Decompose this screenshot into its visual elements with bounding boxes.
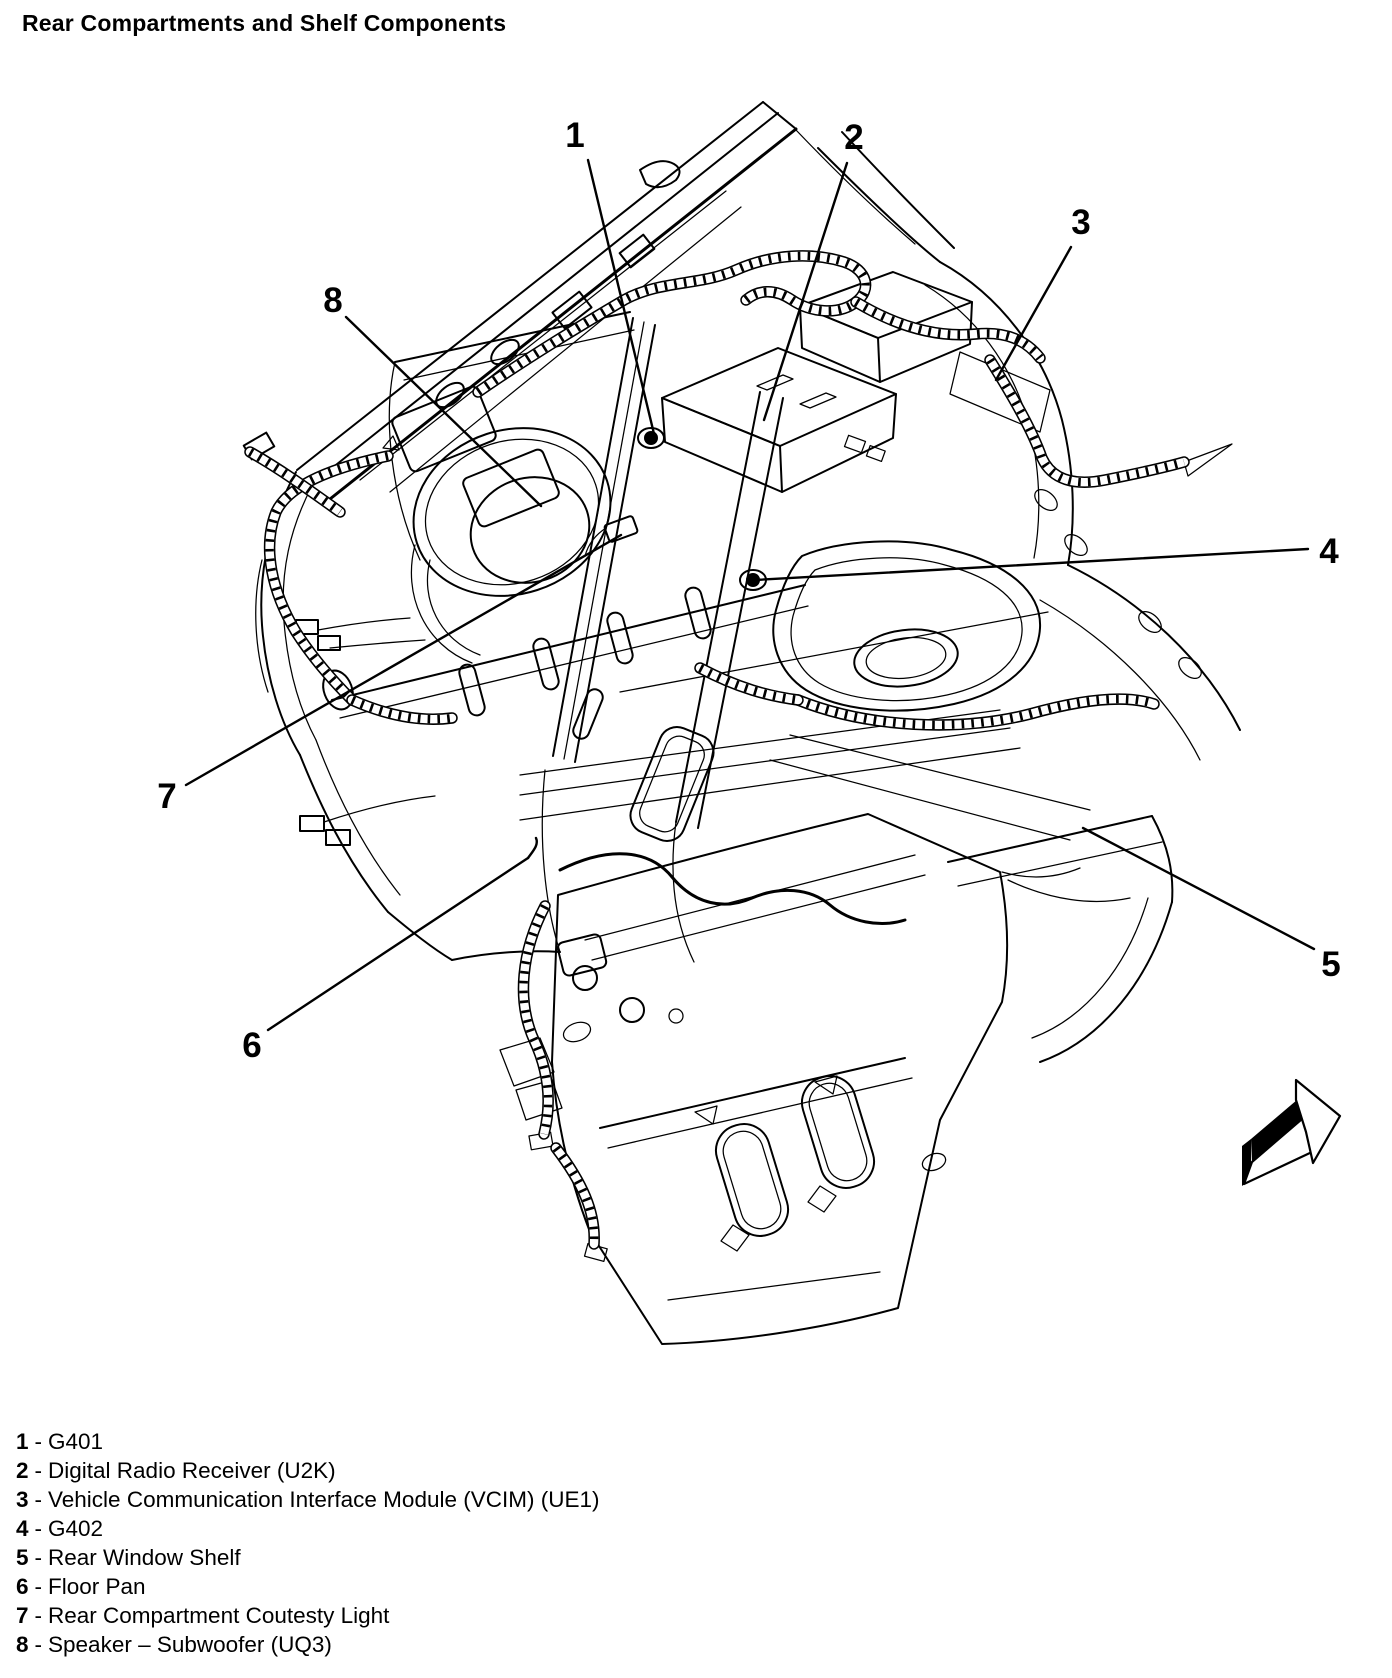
legend-item-5 bbox=[16, 1543, 599, 1572]
leader-hook-6 bbox=[528, 838, 537, 858]
legend-separator: - bbox=[34, 1429, 43, 1454]
legend-item-6 bbox=[16, 1572, 599, 1601]
leader-line-4 bbox=[755, 549, 1308, 580]
legend-item-label: Floor Pan bbox=[48, 1574, 146, 1599]
leader-line-1 bbox=[588, 160, 655, 438]
callout-4 bbox=[755, 532, 1339, 580]
legend-item-label: Rear Compartment Coutesty Light bbox=[48, 1603, 390, 1628]
legend-item-label: Rear Window Shelf bbox=[48, 1545, 241, 1570]
legend-item-number: 7 bbox=[16, 1603, 29, 1628]
legend-separator: - bbox=[34, 1458, 43, 1483]
legend-item-number: 1 bbox=[16, 1429, 29, 1454]
page-title: Rear Compartments and Shelf Components bbox=[22, 10, 507, 36]
legend-separator: - bbox=[34, 1545, 43, 1570]
direction-arrow-icon bbox=[1242, 1080, 1340, 1186]
callout-number-8: 8 bbox=[323, 281, 343, 320]
legend-item-number: 2 bbox=[16, 1458, 29, 1483]
legend-item-number: 6 bbox=[16, 1574, 29, 1599]
legend-item-2 bbox=[16, 1456, 599, 1485]
legend-item-3 bbox=[16, 1485, 599, 1514]
leader-line-7 bbox=[186, 535, 621, 785]
floor-pan bbox=[552, 814, 1007, 1344]
legend-item-number: 3 bbox=[16, 1487, 29, 1512]
legend-separator: - bbox=[34, 1487, 43, 1512]
legend-item-number: 4 bbox=[16, 1516, 29, 1541]
legend-separator: - bbox=[34, 1603, 43, 1628]
leader-line-3 bbox=[996, 247, 1071, 380]
legend-item-4 bbox=[16, 1514, 599, 1543]
callout-number-5: 5 bbox=[1321, 945, 1341, 984]
legend-separator: - bbox=[34, 1516, 43, 1541]
subwoofer-speaker bbox=[392, 403, 633, 663]
legend bbox=[16, 1427, 599, 1659]
lower-right-panel bbox=[948, 816, 1172, 1062]
seatback-band bbox=[297, 102, 796, 499]
legend-item-label: G401 bbox=[48, 1429, 104, 1454]
callout-number-7: 7 bbox=[157, 777, 177, 816]
left-harness-connectors bbox=[244, 433, 435, 845]
callout-number-4: 4 bbox=[1319, 532, 1339, 571]
legend-item-label: G402 bbox=[48, 1516, 104, 1541]
legend-item-7 bbox=[16, 1601, 599, 1630]
callout-6 bbox=[242, 838, 537, 1065]
legend-item-label: Digital Radio Receiver (U2K) bbox=[48, 1458, 336, 1483]
legend-separator: - bbox=[34, 1574, 43, 1599]
callout-5 bbox=[1083, 828, 1341, 984]
leader-line-6 bbox=[268, 858, 528, 1030]
legend-item-label: Vehicle Communication Interface Module (VCIM) (UE1) bbox=[48, 1487, 600, 1512]
leader-line-5 bbox=[1083, 828, 1314, 949]
ground-bolt-g401 bbox=[638, 428, 664, 448]
leader-line-8 bbox=[346, 317, 541, 506]
legend-item-label: Speaker – Subwoofer (UQ3) bbox=[48, 1632, 332, 1657]
legend-item-number: 5 bbox=[16, 1545, 29, 1570]
legend-item-1 bbox=[16, 1427, 599, 1456]
c-pillar-lines bbox=[796, 130, 954, 262]
legend-item-8 bbox=[16, 1630, 599, 1659]
legend-item-number: 8 bbox=[16, 1632, 29, 1657]
callout-number-2: 2 bbox=[844, 118, 864, 157]
callout-number-3: 3 bbox=[1071, 203, 1091, 242]
callout-number-1: 1 bbox=[565, 116, 585, 155]
callout-number-6: 6 bbox=[242, 1026, 262, 1065]
legend-separator: - bbox=[34, 1632, 43, 1657]
